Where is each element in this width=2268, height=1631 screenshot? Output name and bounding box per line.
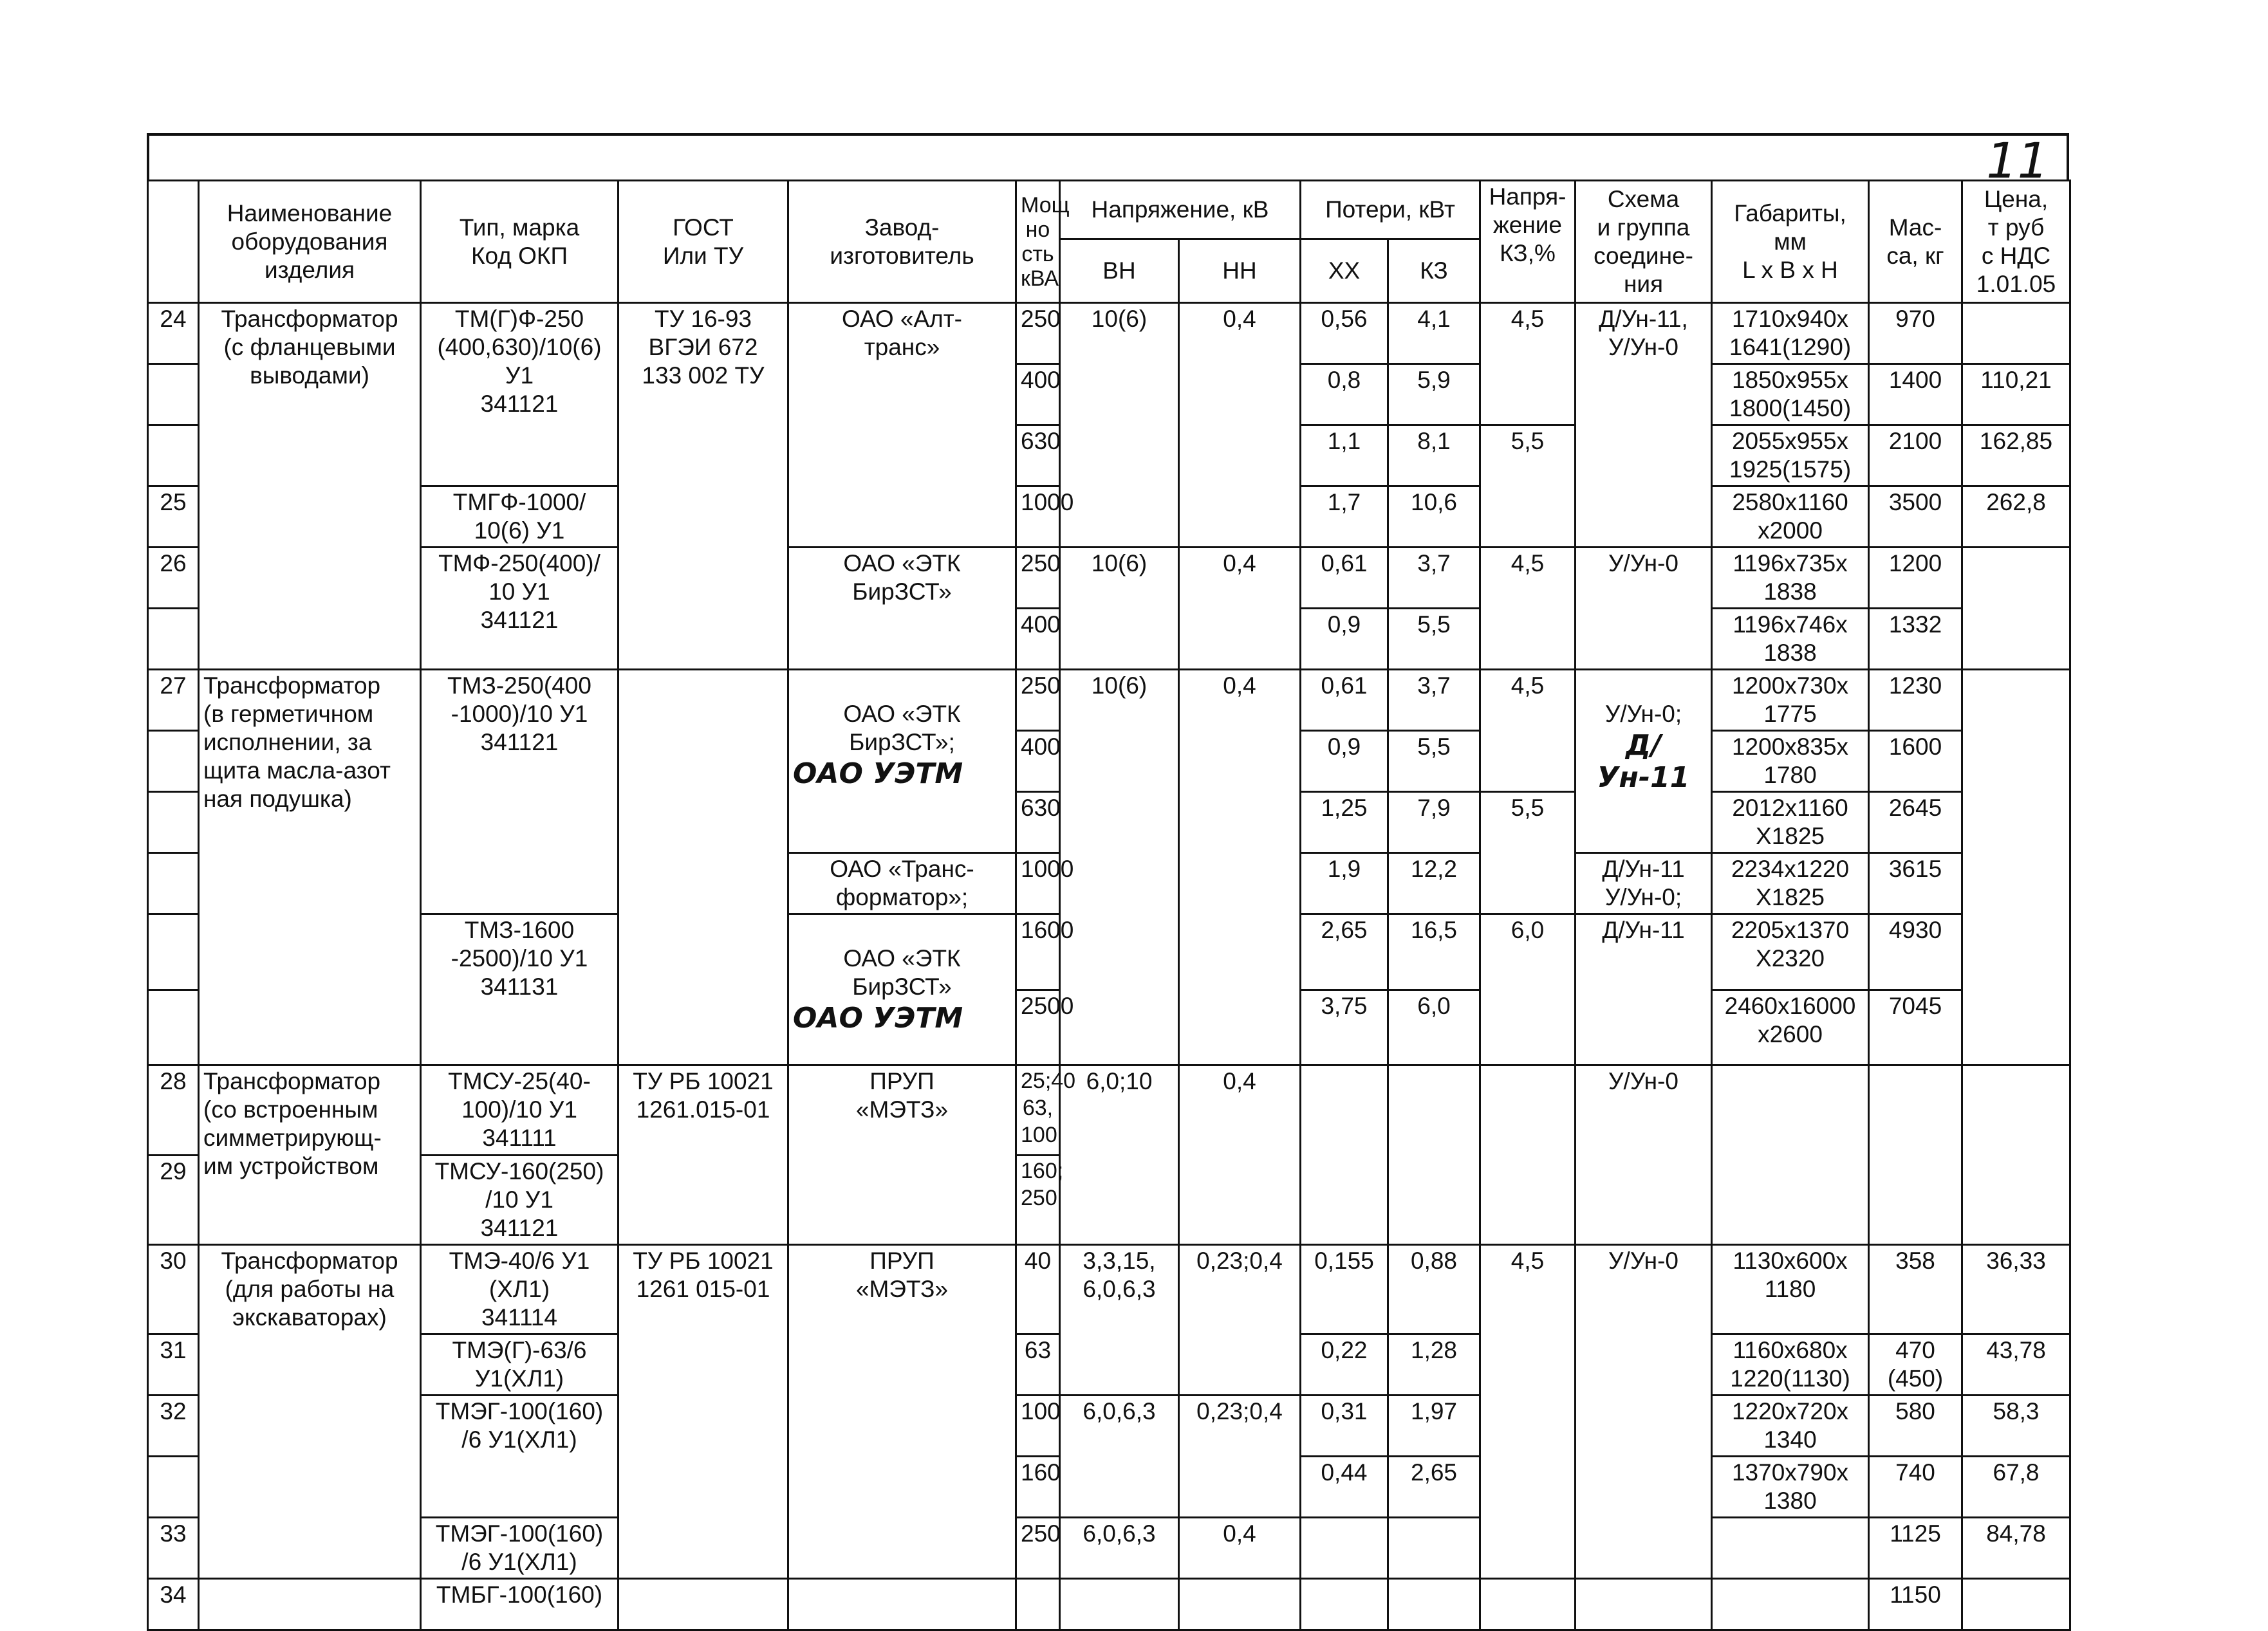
mass-value: 2100 [1869, 425, 1962, 486]
header-row-1 [148, 181, 2070, 239]
header-price: Цена, т руб с НДС 1.01.05 [1962, 181, 2070, 303]
document-sheet [147, 132, 2069, 1608]
mass-value: 970 [1869, 303, 1962, 364]
header-kz: КЗ [1388, 239, 1480, 303]
voltage-nn: 0,4 [1179, 1065, 1301, 1245]
mass-value: 2645 [1869, 792, 1962, 853]
price-value: 162,85 [1962, 425, 2070, 486]
price-value [1962, 670, 2070, 1065]
loss-kz: 12,2 [1388, 853, 1480, 914]
price-value [1962, 548, 2070, 670]
loss-xx: 0,155 [1301, 1245, 1388, 1334]
handwritten-manufacturer: ОАО УЭТМ [793, 757, 963, 790]
price-value [1962, 1065, 2070, 1245]
type-code: ТМГФ-1000/ 10(6) У1 [421, 486, 618, 548]
type-code: ТМЭГ-100(160) /6 У1(ХЛ1) [421, 1518, 618, 1579]
gost-spec: ТУ РБ 10021 1261 015-01 [618, 1245, 788, 1579]
header-no [148, 181, 199, 303]
ukz-value: 4,5 [1480, 303, 1576, 425]
loss-kz: 3,7 [1388, 670, 1480, 731]
connection-scheme: У/Ун-0 [1576, 1245, 1712, 1579]
manufacturer [788, 670, 1016, 853]
voltage-nn: 0,4 [1179, 1518, 1301, 1579]
gost-spec [618, 670, 788, 1065]
loss-kz [1388, 1518, 1480, 1579]
price-value: 58,3 [1962, 1396, 2070, 1457]
connection-scheme [1576, 1579, 1712, 1630]
table-row [148, 1065, 2070, 1156]
equipment-name [199, 1579, 421, 1630]
mass-value: 1600 [1869, 731, 1962, 792]
dimensions: 2055x955x 1925(1575) [1712, 425, 1869, 486]
header-maker: Завод- изготовитель [788, 181, 1016, 303]
row-number: 29 [148, 1156, 199, 1245]
dimensions: 1196x735x 1838 [1712, 548, 1869, 609]
header-power: Мощ но сть кВА [1016, 181, 1060, 303]
price-value: 36,33 [1962, 1245, 2070, 1334]
ukz-value: 5,5 [1480, 792, 1576, 914]
row-number [148, 1457, 199, 1518]
table-row [148, 548, 2070, 609]
loss-kz [1388, 1579, 1480, 1630]
voltage-nn: 0,23;0,4 [1179, 1245, 1301, 1396]
type-code: ТМЭ-40/6 У1 (ХЛ1) 341114 [421, 1245, 618, 1334]
header-mass: Мас- са, кг [1869, 181, 1962, 303]
price-value: 43,78 [1962, 1334, 2070, 1396]
dimensions: 1370x790x 1380 [1712, 1457, 1869, 1518]
loss-xx: 1,25 [1301, 792, 1388, 853]
power-value: 250 [1016, 670, 1060, 731]
mass-value: 1332 [1869, 609, 1962, 670]
row-number: 24 [148, 303, 199, 364]
voltage-vn: 10(6) [1060, 303, 1179, 548]
dimensions: 2460x16000 x2600 [1712, 990, 1869, 1065]
loss-kz: 8,1 [1388, 425, 1480, 486]
power-value: 2500 [1016, 990, 1060, 1065]
handwritten-scheme: Д/Ун-11 [1597, 729, 1690, 794]
loss-xx: 0,61 [1301, 548, 1388, 609]
mass-value: 7045 [1869, 990, 1962, 1065]
type-code: ТМЭ(Г)-63/6 У1(ХЛ1) [421, 1334, 618, 1396]
power-value: 630 [1016, 425, 1060, 486]
row-number: 31 [148, 1334, 199, 1396]
loss-xx [1301, 1518, 1388, 1579]
mass-value: 4930 [1869, 914, 1962, 990]
loss-kz: 7,9 [1388, 792, 1480, 853]
row-number [148, 609, 199, 670]
header-dims: Габариты, мм L x B x H [1712, 181, 1869, 303]
row-number [148, 425, 199, 486]
power-value: 250 [1016, 303, 1060, 364]
header-gost: ГОСТ Или ТУ [618, 181, 788, 303]
manufacturer-printed: ОАО «ЭТК БирЗСТ» [843, 945, 961, 1000]
header-nn: НН [1179, 239, 1301, 303]
row-number: 25 [148, 486, 199, 548]
ukz-value: 5,5 [1480, 425, 1576, 548]
voltage-nn: 0,23;0,4 [1179, 1396, 1301, 1518]
loss-xx: 0,56 [1301, 303, 1388, 364]
row-number [148, 792, 199, 853]
gost-spec: ТУ РБ 10021 1261.015-01 [618, 1065, 788, 1245]
row-number: 27 [148, 670, 199, 731]
row-number: 30 [148, 1245, 199, 1334]
ukz-value: 4,5 [1480, 1245, 1576, 1579]
type-code: ТМСУ-25(40- 100)/10 У1 341111 [421, 1065, 618, 1156]
loss-kz: 6,0 [1388, 990, 1480, 1065]
power-value: 160 [1016, 1457, 1060, 1518]
voltage-nn: 0,4 [1179, 303, 1301, 548]
price-value [1962, 1579, 2070, 1630]
gost-spec [618, 1579, 788, 1630]
loss-kz: 5,5 [1388, 609, 1480, 670]
equipment-name: Трансформатор (со встроенным симметрирующ- им устройством [199, 1065, 421, 1245]
connection-scheme: Д/Ун-11 [1576, 914, 1712, 1065]
page-number: 11 [1986, 132, 2049, 189]
mass-value: 1125 [1869, 1518, 1962, 1579]
mass-value: 1200 [1869, 548, 1962, 609]
row-number [148, 853, 199, 914]
loss-kz: 1,28 [1388, 1334, 1480, 1396]
manufacturer: ПРУП «МЭТЗ» [788, 1065, 1016, 1245]
manufacturer: ОАО «Алт- транс» [788, 303, 1016, 548]
manufacturer: ОАО «ЭТК БирЗСТ» [788, 548, 1016, 670]
ukz-value [1480, 1579, 1576, 1630]
table-row [148, 1396, 2070, 1457]
voltage-vn: 6,0;10 [1060, 1065, 1179, 1245]
manufacturer [788, 914, 1016, 1065]
header-type: Тип, марка Код ОКП [421, 181, 618, 303]
power-value: 630 [1016, 792, 1060, 853]
loss-xx: 2,65 [1301, 914, 1388, 990]
dimensions: 2012x1160 X1825 [1712, 792, 1869, 853]
power-value: 40 [1016, 1245, 1060, 1334]
row-number: 28 [148, 1065, 199, 1156]
mass-value: 740 [1869, 1457, 1962, 1518]
voltage-nn: 0,4 [1179, 670, 1301, 1065]
loss-kz: 10,6 [1388, 486, 1480, 548]
mass-value: 1230 [1869, 670, 1962, 731]
row-number: 32 [148, 1396, 199, 1457]
ukz-value: 6,0 [1480, 914, 1576, 1065]
dimensions [1712, 1065, 1869, 1245]
row-number [148, 364, 199, 425]
voltage-nn [1179, 1579, 1301, 1630]
power-value: 1000 [1016, 853, 1060, 914]
manufacturer: ОАО «Транс- форматор»; [788, 853, 1016, 914]
row-number: 26 [148, 548, 199, 609]
type-code: ТМЭГ-100(160) /6 У1(ХЛ1) [421, 1396, 618, 1518]
loss-kz: 5,9 [1388, 364, 1480, 425]
type-code: ТМСУ-160(250) /10 У1 341121 [421, 1156, 618, 1245]
dimensions [1712, 1579, 1869, 1630]
type-code: ТМ(Г)Ф-250 (400,630)/10(6) У1 341121 [421, 303, 618, 486]
mass-value: 358 [1869, 1245, 1962, 1334]
dimensions: 1200x835x 1780 [1712, 731, 1869, 792]
dimensions: 1160x680x 1220(1130) [1712, 1334, 1869, 1396]
manufacturer: ПРУП «МЭТЗ» [788, 1245, 1016, 1579]
voltage-nn: 0,4 [1179, 548, 1301, 670]
table-row [148, 670, 2070, 731]
power-value: 160; 250 [1016, 1156, 1060, 1245]
header-voltage: Напряжение, кВ [1060, 181, 1301, 239]
type-code: ТМФ-250(400)/ 10 У1 341121 [421, 548, 618, 670]
connection-scheme: У/Ун-0 [1576, 1065, 1712, 1245]
mass-value: 1150 [1869, 1579, 1962, 1630]
power-value: 1000 [1016, 486, 1060, 548]
power-value: 25;40 63, 100 [1016, 1065, 1060, 1156]
table-row [148, 1579, 2070, 1630]
connection-scheme [1576, 670, 1712, 853]
power-value: 400 [1016, 731, 1060, 792]
price-value [1962, 303, 2070, 364]
dimensions: 1850x955x 1800(1450) [1712, 364, 1869, 425]
loss-xx: 3,75 [1301, 990, 1388, 1065]
mass-value: 3500 [1869, 486, 1962, 548]
loss-xx: 1,1 [1301, 425, 1388, 486]
loss-xx: 0,31 [1301, 1396, 1388, 1457]
dimensions: 1130x600x 1180 [1712, 1245, 1869, 1334]
voltage-vn: 3,3,15, 6,0,6,3 [1060, 1245, 1179, 1396]
power-value: 1600 [1016, 914, 1060, 990]
row-number: 34 [148, 1579, 199, 1630]
ukz-value [1480, 1065, 1576, 1245]
ukz-value: 4,5 [1480, 670, 1576, 792]
price-value: 110,21 [1962, 364, 2070, 425]
power-value: 250 [1016, 1518, 1060, 1579]
table-row [148, 1245, 2070, 1334]
table-row [148, 303, 2070, 364]
mass-value: 3615 [1869, 853, 1962, 914]
connection-scheme: Д/Ун-11, У/Ун-0 [1576, 303, 1712, 548]
loss-xx: 0,61 [1301, 670, 1388, 731]
connection-scheme: У/Ун-0 [1576, 548, 1712, 670]
loss-xx [1301, 1579, 1388, 1630]
loss-kz: 2,65 [1388, 1457, 1480, 1518]
row-number: 33 [148, 1518, 199, 1579]
voltage-vn: 6,0,6,3 [1060, 1518, 1179, 1579]
power-value: 400 [1016, 364, 1060, 425]
power-value: 100 [1016, 1396, 1060, 1457]
table-row [148, 1518, 2070, 1579]
dimensions: 1200x730x 1775 [1712, 670, 1869, 731]
mass-value: 1400 [1869, 364, 1962, 425]
loss-xx: 0,44 [1301, 1457, 1388, 1518]
loss-xx: 0,8 [1301, 364, 1388, 425]
type-code: ТМБГ-100(160) [421, 1579, 618, 1630]
row-number [148, 731, 199, 792]
header-losses: Потери, кВт [1301, 181, 1480, 239]
scheme-printed: У/Ун-0; [1604, 701, 1682, 727]
loss-xx: 1,7 [1301, 486, 1388, 548]
dimensions: 1196x746x 1838 [1712, 609, 1869, 670]
handwritten-manufacturer: ОАО УЭТМ [793, 1002, 963, 1035]
mass-value: 580 [1869, 1396, 1962, 1457]
equipment-table [147, 180, 2071, 1631]
ukz-value: 4,5 [1480, 548, 1576, 670]
voltage-vn: 10(6) [1060, 548, 1179, 670]
loss-kz: 0,88 [1388, 1245, 1480, 1334]
loss-kz: 16,5 [1388, 914, 1480, 990]
dimensions [1712, 1518, 1869, 1579]
loss-kz: 4,1 [1388, 303, 1480, 364]
loss-kz: 5,5 [1388, 731, 1480, 792]
sheet-top-frame [147, 132, 2069, 189]
dimensions: 2205x1370 X2320 [1712, 914, 1869, 990]
dimensions: 1710x940x 1641(1290) [1712, 303, 1869, 364]
equipment-name: Трансформатор (в герметичном исполнении, за щита масла-азот ная подушка) [199, 670, 421, 1065]
price-value: 84,78 [1962, 1518, 2070, 1579]
row-number [148, 990, 199, 1065]
loss-kz: 1,97 [1388, 1396, 1480, 1457]
type-code: ТМЗ-1600 -2500)/10 У1 341131 [421, 914, 618, 1065]
header-xx: ХХ [1301, 239, 1388, 303]
dimensions: 1220x720x 1340 [1712, 1396, 1869, 1457]
type-code: ТМЗ-250(400 -1000)/10 У1 341121 [421, 670, 618, 914]
loss-xx [1301, 1065, 1388, 1245]
mass-value: 470 (450) [1869, 1334, 1962, 1396]
header-ukz: Напря- жение КЗ,% [1480, 181, 1576, 303]
loss-kz [1388, 1065, 1480, 1245]
loss-xx: 1,9 [1301, 853, 1388, 914]
loss-xx: 0,9 [1301, 731, 1388, 792]
row-number [148, 914, 199, 990]
gost-spec: ТУ 16-93 ВГЭИ 672 133 002 ТУ [618, 303, 788, 670]
loss-xx: 0,22 [1301, 1334, 1388, 1396]
loss-xx: 0,9 [1301, 609, 1388, 670]
loss-kz: 3,7 [1388, 548, 1480, 609]
power-value: 400 [1016, 609, 1060, 670]
equipment-name: Трансформатор (с фланцевыми выводами) [199, 303, 421, 670]
voltage-vn [1060, 1579, 1179, 1630]
header-name: Наименование оборудования изделия [199, 181, 421, 303]
dimensions: 2580x1160 x2000 [1712, 486, 1869, 548]
voltage-vn: 10(6) [1060, 670, 1179, 1065]
power-value: 63 [1016, 1334, 1060, 1396]
power-value [1016, 1579, 1060, 1630]
dimensions: 2234x1220 X1825 [1712, 853, 1869, 914]
price-value: 262,8 [1962, 486, 2070, 548]
equipment-name: Трансформатор (для работы на экскаваторах) [199, 1245, 421, 1579]
header-vn: ВН [1060, 239, 1179, 303]
mass-value [1869, 1065, 1962, 1245]
manufacturer-printed: ОАО «ЭТК БирЗСТ»; [843, 701, 961, 755]
connection-scheme: Д/Ун-11 У/Ун-0; [1576, 853, 1712, 914]
voltage-vn: 6,0,6,3 [1060, 1396, 1179, 1518]
price-value: 67,8 [1962, 1457, 2070, 1518]
power-value: 250 [1016, 548, 1060, 609]
header-scheme: Схема и группа соедине- ния [1576, 181, 1712, 303]
manufacturer [788, 1579, 1016, 1630]
